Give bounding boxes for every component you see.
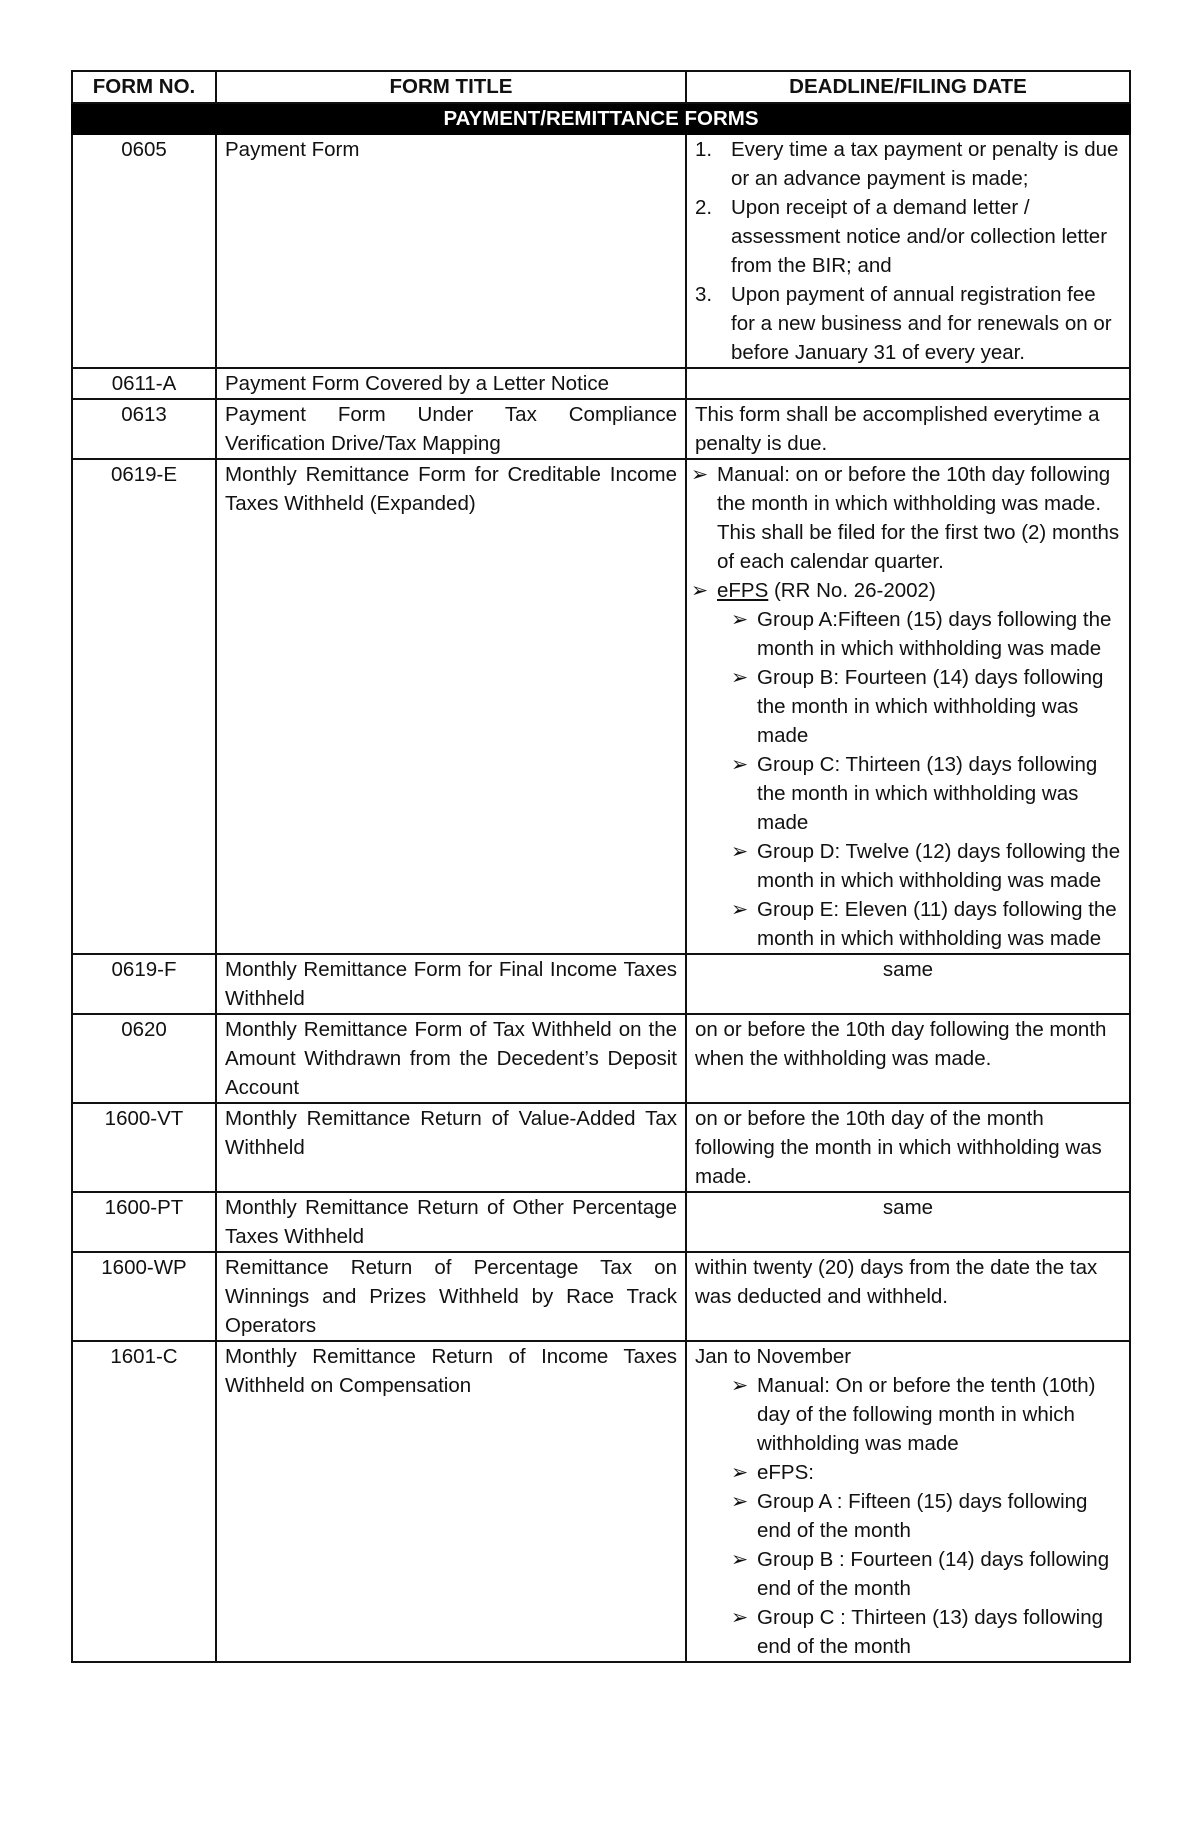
table-row [72, 368, 1130, 399]
arrow-bullet-icon: ➢ [731, 840, 749, 863]
section-title: PAYMENT/REMITTANCE FORMS [72, 103, 1130, 134]
header-form-title: FORM TITLE [216, 71, 686, 103]
header-row [72, 71, 1130, 103]
deadline-cell [686, 368, 1130, 399]
list-item-text: eFPS: [757, 1461, 814, 1484]
list-marker: 3. [695, 283, 713, 306]
deadline-cell: same [686, 1192, 1130, 1252]
page [71, 70, 1129, 1663]
arrow-bullet-icon: ➢ [731, 1374, 749, 1397]
list-item [695, 280, 1121, 367]
deadline-cell [686, 1341, 1130, 1662]
efps-reference: (RR No. 26-2002) [768, 579, 936, 602]
form-title: Monthly Remittance Return of Value-Added Tax Withheld [216, 1103, 686, 1192]
section-row [72, 103, 1130, 134]
list-item-text: Manual: On or before the tenth (10th) day of the following month in which withholding was made [757, 1374, 1096, 1455]
form-title: Monthly Remittance Form for Creditable Income Taxes Withheld (Expanded) [216, 459, 686, 954]
table-row [72, 134, 1130, 368]
list-item-text: Manual: on or before the 10th day following the month in which withholding was made. This shall be filed for the first two (2) months of each calendar quarter. [717, 463, 1120, 573]
list-item-text: Group C: Thirteen (13) days following the month in which withholding was made [757, 753, 1098, 834]
list-item-text: Group B: Fourteen (14) days following the month in which withholding was made [757, 666, 1104, 747]
table-row [72, 954, 1130, 1014]
arrow-bullet-icon: ➢ [731, 1490, 749, 1513]
list-item [695, 895, 1121, 953]
table-row [72, 1192, 1130, 1252]
table-row [72, 1252, 1130, 1341]
form-title: Payment Form Under Tax Compliance Verification Drive/Tax Mapping [216, 399, 686, 459]
arrow-bullet-icon: ➢ [731, 1461, 749, 1484]
header-deadline: DEADLINE/FILING DATE [686, 71, 1130, 103]
forms-table [71, 70, 1131, 1663]
list-item [695, 837, 1121, 895]
form-title: Payment Form Covered by a Letter Notice [216, 368, 686, 399]
list-item [695, 750, 1121, 837]
list-item [695, 1545, 1121, 1603]
list-item-text: Group B : Fourteen (14) days following end of the month [757, 1548, 1110, 1600]
list-item [695, 135, 1121, 193]
header-form-no: FORM NO. [72, 71, 216, 103]
list-item [691, 460, 1121, 576]
list-marker: 2. [695, 196, 713, 219]
table-row [72, 1103, 1130, 1192]
list-item-text: Upon payment of annual registration fee for a new business and for renewals on or before January 31 of every year. [731, 283, 1112, 364]
table-row [72, 1014, 1130, 1103]
deadline-cell: same [686, 954, 1130, 1014]
list-item [695, 1371, 1121, 1458]
list-item-text: Group E: Eleven (11) days following the month in which withholding was made [757, 898, 1117, 950]
arrow-bullet-icon: ➢ [691, 463, 709, 486]
table-row [72, 459, 1130, 954]
list-item [695, 1487, 1121, 1545]
list-item-text: Upon receipt of a demand letter / assessment notice and/or collection letter from the BIR; and [731, 196, 1108, 277]
form-number: 0605 [72, 134, 216, 368]
form-title: Payment Form [216, 134, 686, 368]
form-title: Monthly Remittance Return of Income Taxes Withheld on Compensation [216, 1341, 686, 1662]
table-row [72, 1341, 1130, 1662]
form-number: 0620 [72, 1014, 216, 1103]
deadline-cell: on or before the 10th day following the month when the withholding was made. [686, 1014, 1130, 1103]
list-item [695, 605, 1121, 663]
list-item-text: Group C : Thirteen (13) days following end of the month [757, 1606, 1104, 1658]
form-number: 0613 [72, 399, 216, 459]
arrow-bullet-icon: ➢ [731, 608, 749, 631]
form-title: Monthly Remittance Form of Tax Withheld on the Amount Withdrawn from the Decedent’s Deposit Account [216, 1014, 686, 1103]
arrow-bullet-icon: ➢ [731, 898, 749, 921]
list-item-text: Every time a tax payment or penalty is due or an advance payment is made; [731, 138, 1119, 190]
form-number: 1600-VT [72, 1103, 216, 1192]
deadline-intro: Jan to November [695, 1345, 852, 1368]
list-marker: 1. [695, 138, 713, 161]
arrow-bullet-icon: ➢ [731, 1606, 749, 1629]
form-number: 1600-WP [72, 1252, 216, 1341]
form-number: 0619-F [72, 954, 216, 1014]
deadline-cell: This form shall be accomplished everytime a penalty is due. [686, 399, 1130, 459]
list-item [695, 1603, 1121, 1661]
deadline-cell [686, 459, 1130, 954]
deadline-cell [686, 134, 1130, 368]
deadline-cell: within twenty (20) days from the date the tax was deducted and withheld. [686, 1252, 1130, 1341]
form-title: Remittance Return of Percentage Tax on Winnings and Prizes Withheld by Race Track Operators [216, 1252, 686, 1341]
list-item [695, 1458, 1121, 1487]
list-item-text: Group A : Fifteen (15) days following end of the month [757, 1490, 1088, 1542]
list-item-text: Group A:Fifteen (15) days following the month in which withholding was made [757, 608, 1112, 660]
list-item [695, 193, 1121, 280]
list-item [691, 576, 1121, 605]
deadline-cell: on or before the 10th day of the month following the month in which withholding was made. [686, 1103, 1130, 1192]
arrow-bullet-icon: ➢ [731, 666, 749, 689]
arrow-bullet-icon: ➢ [691, 579, 709, 602]
form-title: Monthly Remittance Return of Other Percentage Taxes Withheld [216, 1192, 686, 1252]
table-row [72, 399, 1130, 459]
arrow-bullet-icon: ➢ [731, 1548, 749, 1571]
form-title: Monthly Remittance Form for Final Income Taxes Withheld [216, 954, 686, 1014]
efps-label: eFPS [717, 579, 769, 602]
list-item [695, 663, 1121, 750]
list-item-text: Group D: Twelve (12) days following the month in which withholding was made [757, 840, 1121, 892]
form-number: 1600-PT [72, 1192, 216, 1252]
form-number: 0611-A [72, 368, 216, 399]
form-number: 1601-C [72, 1341, 216, 1662]
form-number: 0619-E [72, 459, 216, 954]
arrow-bullet-icon: ➢ [731, 753, 749, 776]
